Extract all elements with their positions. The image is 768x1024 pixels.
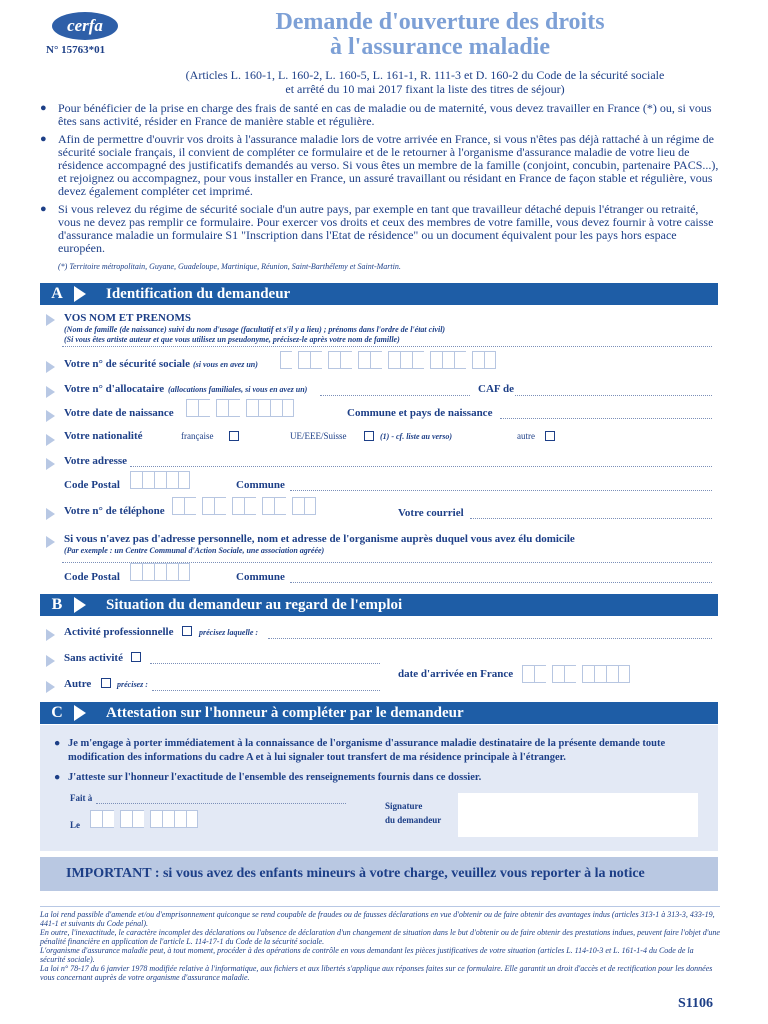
email-label: Votre courriel (398, 507, 464, 519)
bullet-icon: ● (54, 772, 61, 783)
ssn-hint: (si vous en avez un) (193, 360, 258, 369)
nationality-other-label: autre (517, 431, 535, 441)
section-a-header (40, 283, 718, 305)
commune-label: Commune (236, 479, 285, 491)
intro-text (32, 102, 722, 260)
triangle-icon (74, 597, 86, 613)
commune-field-2[interactable] (290, 582, 712, 583)
alloc-hint: (allocations familiales, si vous en avez un) (168, 385, 308, 394)
other-hint: précisez : (117, 680, 148, 689)
arrow-icon (46, 410, 55, 422)
bullet-icon: ● (40, 203, 47, 215)
birthplace-label: Commune et pays de naissance (347, 407, 493, 419)
section-b-header (40, 594, 718, 616)
no-activity-line (150, 663, 380, 664)
intro-paragraph (32, 203, 722, 255)
triangle-icon (74, 286, 86, 302)
activity-hint: précisez laquelle : (199, 628, 259, 637)
no-activity-checkbox[interactable] (131, 652, 141, 662)
legal-paragraph-3: L'organisme d'assurance maladie peut, à tout moment, procéder à des opérations de contrôle en vous demandant les pièces justificatives de votre situation (articles L. 114-10-3 et L. 161-1-4 du Code de la sécurité sociale). (40, 946, 694, 964)
arrow-icon (46, 536, 55, 548)
fait-a-field[interactable] (96, 803, 346, 804)
no-activity-label: Sans activité (64, 652, 123, 664)
arrow-icon (46, 314, 55, 326)
legal-paragraph-1: La loi rend passible d'amende et/ou d'emprisonnement quiconque se rend coupable de fraudes ou de fausses déclarations en vue d'obtenir ou de faire obtenir des avantages indus (articles 313-1 à 313-3, 433-19, 441-1 et suivants du Code pénal). (40, 910, 715, 928)
section-title: Situation du demandeur au regard de l'emploi (106, 596, 403, 613)
arrow-icon (46, 655, 55, 667)
triangle-icon (74, 705, 86, 721)
bullet-icon: ● (40, 102, 47, 114)
arrow-icon (46, 681, 55, 693)
legal-paragraph-4: La loi n° 78-17 du 6 janvier 1978 modifiée relative à l'informatique, aux fichiers et aux libertés s'applique aux réponses faites sur ce formulaire. Elle garantit un droit d'accès et de rectification pour les données vous concernant auprès de votre organisme d'assurance maladie. (40, 964, 713, 982)
legal-text (40, 910, 720, 982)
ssn-input[interactable] (280, 351, 496, 369)
nationality-other-checkbox[interactable] (545, 431, 555, 441)
phone-input[interactable] (172, 497, 316, 515)
ssn-label: Votre n° de sécurité sociale (64, 358, 190, 370)
territory-footnote: (*) Territoire métropolitain, Guyane, Guadeloupe, Martinique, Réunion, Saint-Barthélemy et Saint-Martin. (58, 262, 401, 271)
section-title: Attestation sur l'honneur à compléter par le demandeur (106, 704, 464, 721)
other-checkbox[interactable] (101, 678, 111, 688)
intro-paragraph-1: Pour bénéficier de la prise en charge des frais de santé en cas de maladie ou de maternité, vous devez travailler en France (*) ou, si vous êtes sans activité, résider en France de manière stable et régulière. (58, 101, 712, 128)
nationality-ue-checkbox[interactable] (364, 431, 374, 441)
email-field[interactable] (470, 518, 712, 519)
attestation-text-1: Je m'engage à porter immédiatement à la connaissance de l'organisme d'assurance maladie destinataire de la présente demande toute modification des informations du cadre A et à lui signaler tout transfert de ma résidence principale à l'étranger. (68, 738, 666, 763)
form-number: N° 15763*01 (46, 44, 106, 56)
birth-date-label: Votre date de naissance (64, 407, 174, 419)
section-c-header (40, 702, 718, 724)
no-address-hint: (Par exemple : un Centre Communal d'Action Sociale, une association agréée) (64, 546, 325, 555)
page-title (140, 10, 740, 60)
section-title: Identification du demandeur (106, 285, 291, 302)
name-label: VOS NOM ET PRENOMS (64, 312, 192, 324)
postal-input[interactable] (130, 471, 190, 489)
section-letter: A (51, 285, 63, 302)
section-letter: B (51, 596, 63, 613)
alloc-label: Votre n° d'allocataire (64, 383, 165, 395)
arrow-icon (46, 629, 55, 641)
birthplace-field[interactable] (500, 418, 712, 419)
intro-paragraph-3: Si vous relevez du régime de sécurité sociale d'un autre pays, par exemple en tant que travailleur détaché depuis l'étranger ou retraité, vous ne devez pas remplir ce formulaire. Pour exercer vos droits et ceux des membres de votre famille, vous devez fournir à votre caisse d'assurance maladie un formulaire S1 "Inscription dans l'Etat de résidence" ou un document équivalent pour les pays hors espace européen. (58, 202, 714, 255)
postal-label-2: Code Postal (64, 571, 120, 583)
legal-paragraph-2: En outre, l'inexactitude, le caractère incomplet des déclarations ou l'absence de déclaration d'un changement de situation dans le but d'obtenir ou de faire obtenir des prestations indues, peuvent faire l'objet d'une pénalité financière en application de l'article L. 114-17-1 du Code de la sécurité sociale. (40, 928, 720, 946)
arrival-date-input[interactable] (522, 665, 630, 683)
signature-label-1: Signature (385, 801, 423, 811)
subtitle-line-1: (Articles L. 160-1, L. 160-2, L. 160-5, L. 161-1, R. 111-3 et D. 160-2 du Code de la sécurité sociale (185, 68, 665, 82)
arrival-date-label: date d'arrivée en France (398, 668, 514, 680)
legal-references (110, 68, 740, 96)
address-label: Votre adresse (64, 455, 128, 467)
arrow-icon (46, 508, 55, 520)
signature-box[interactable] (458, 793, 698, 837)
signature-date-input[interactable] (90, 810, 198, 828)
activity-field[interactable] (268, 638, 712, 639)
attestation-item-1 (54, 737, 698, 765)
intro-paragraph (32, 133, 722, 198)
name-hint-1: (Nom de famille (de naissance) suivi du nom d'usage (facultatif et s'il y a lieu) ; prénoms dans l'ordre de l'état civil) (64, 325, 446, 334)
postal-label: Code Postal (64, 479, 120, 491)
nationality-label: Votre nationalité (64, 430, 143, 442)
name-hint-2: (Si vous êtes artiste auteur et que vous utilisez un pseudonyme, précisez-le après votre nom de famille) (64, 335, 400, 344)
caf-label: CAF de (478, 383, 514, 395)
postal-input-2[interactable] (130, 563, 190, 581)
commune-label-2: Commune (236, 571, 285, 583)
attestation-text-2: J'atteste sur l'honneur l'exactitude de l'ensemble des renseignements fournis dans ce dossier. (68, 772, 482, 783)
birth-date-input[interactable] (186, 399, 294, 417)
form-code: S1106 (678, 996, 714, 1011)
nationality-ue-label: UE/EEE/Suisse (290, 431, 347, 441)
phone-label: Votre n° de téléphone (64, 505, 165, 517)
arrow-icon (46, 434, 55, 446)
title-line-2: à l'assurance maladie (330, 34, 550, 60)
nationality-fr-checkbox[interactable] (229, 431, 239, 441)
cerfa-logo: cerfa (52, 12, 118, 40)
title-line-1: Demande d'ouverture des droits (275, 9, 605, 35)
subtitle-line-2: et arrêté du 10 mai 2017 fixant la liste des titres de séjour) (285, 82, 565, 96)
intro-paragraph-2: Afin de permettre d'ouvrir vos droits à l'assurance maladie lors de votre arrivée en France, si vous n'êtes pas déjà rattaché à un régime de sécurité sociale français, il convient de compléter ce formulaire et de le retourner à l'organisme d'assurance maladie de votre lieu de résidence accompagné des justificatifs demandés au verso. Si vous êtes un membre de la famille (conjoint, concubin, partenaire PACS...), et rejoignez ou accompagnez, pour vous installer en France, un assuré travaillant ou résidant en France de façon stable et régulière, vous devez également compléter cet imprimé. (58, 132, 719, 198)
address-field[interactable] (130, 466, 712, 467)
alloc-field[interactable] (320, 395, 470, 396)
bullet-icon: ● (54, 738, 61, 749)
no-address-label: Si vous n'avez pas d'adresse personnelle, nom et adresse de l'organisme auprès duquel vous avez élu domicile (64, 533, 575, 545)
caf-field[interactable] (515, 395, 712, 396)
activity-label: Activité professionnelle (64, 626, 174, 638)
divider (40, 906, 720, 907)
nationality-ue-hint: (1) - cf. liste au verso) (380, 432, 452, 441)
section-letter: C (51, 704, 63, 721)
bullet-icon: ● (40, 133, 47, 145)
commune-field[interactable] (290, 490, 712, 491)
other-field[interactable] (152, 690, 380, 691)
important-notice: IMPORTANT : si vous avez des enfants mineurs à votre charge, veuillez vous reporter à la notice (40, 857, 718, 891)
other-label: Autre (64, 678, 92, 690)
arrow-icon (46, 458, 55, 470)
le-label: Le (70, 820, 80, 830)
arrow-icon (46, 361, 55, 373)
fait-a-label: Fait à (70, 793, 93, 803)
nationality-fr-label: française (181, 431, 214, 441)
intro-paragraph (32, 102, 722, 128)
arrow-icon (46, 386, 55, 398)
attestation-item-2 (54, 771, 698, 785)
signature-label-2: du demandeur (385, 815, 442, 825)
activity-checkbox[interactable] (182, 626, 192, 636)
name-field[interactable] (62, 346, 712, 347)
